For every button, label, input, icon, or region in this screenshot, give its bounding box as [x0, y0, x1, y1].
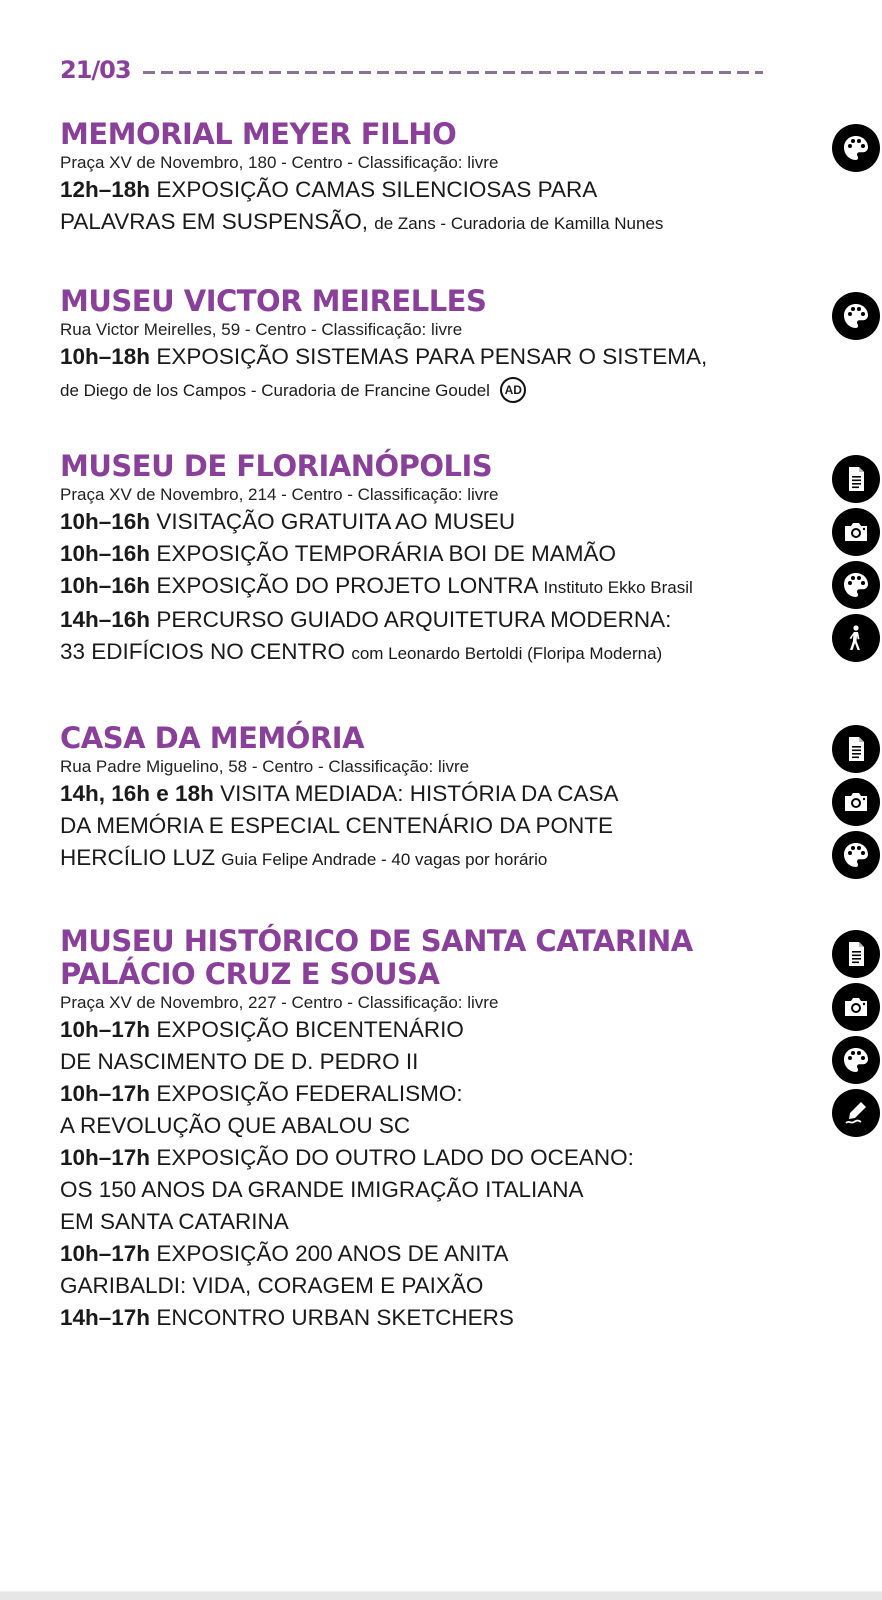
- venue-4-icons: [832, 930, 880, 1137]
- palette-icon: [832, 831, 880, 879]
- pencil-drawing-icon: [832, 1089, 880, 1137]
- event-title: PERCURSO GUIADO ARQUITETURA MODERNA:: [156, 607, 672, 632]
- event-item: [60, 174, 840, 240]
- walking-person-icon: [832, 614, 880, 662]
- event-item: [60, 570, 840, 604]
- event-title-cont: EM SANTA CATARINA: [60, 1209, 289, 1234]
- event-item: [60, 538, 840, 570]
- event-item: [60, 506, 840, 538]
- event-title-cont: A REVOLUÇÃO QUE ABALOU SC: [60, 1113, 411, 1138]
- palette-icon: [832, 561, 880, 609]
- event-detail: com Leonardo Bertoldi (Floripa Moderna): [351, 644, 663, 663]
- venue-address: Praça XV de Novembro, 214 - Centro - Classificação: livre: [60, 485, 499, 504]
- audio-description-badge: AD: [500, 377, 526, 403]
- venue-address: Praça XV de Novembro, 180 - Centro - Classificação: livre: [60, 153, 499, 172]
- event-detail: de Zans - Curadoria de Kamilla Nunes: [374, 214, 664, 233]
- event-item: [60, 1302, 840, 1334]
- palette-icon: [832, 124, 880, 172]
- venue-title: MUSEU HISTÓRICO DE SANTA CATARINA: [60, 924, 693, 958]
- dashed-divider: [143, 71, 763, 74]
- event-title-cont: 33 EDIFÍCIOS NO CENTRO: [60, 639, 346, 664]
- venue-museu-historico-santa-catarina: [60, 925, 840, 1334]
- event-time: 10h–17h: [60, 1017, 151, 1042]
- event-detail: Instituto Ekko Brasil: [543, 578, 693, 597]
- event-item: [60, 341, 840, 407]
- event-time: 12h–18h: [60, 177, 151, 202]
- palette-icon: [832, 1036, 880, 1084]
- date-label: 21/03: [60, 56, 131, 84]
- event-detail: de Diego de los Campos - Curadoria de Francine Goudel: [60, 381, 490, 400]
- camera-icon: [832, 983, 880, 1031]
- event-time: 10h–17h: [60, 1081, 151, 1106]
- event-title-cont: DA MEMÓRIA E ESPECIAL CENTENÁRIO DA PONTE: [60, 813, 614, 838]
- event-title: EXPOSIÇÃO SISTEMAS PARA PENSAR O SISTEMA,: [156, 344, 708, 369]
- venue-casa-da-memoria: [60, 722, 840, 876]
- event-item: [60, 1078, 840, 1142]
- venue-title: CASA DA MEMÓRIA: [60, 721, 365, 755]
- event-time: 10h–17h: [60, 1241, 151, 1266]
- event-time: 10h–16h: [60, 541, 151, 566]
- venue-address: Rua Padre Miguelino, 58 - Centro - Classificação: livre: [60, 757, 470, 776]
- event-item: [60, 1014, 840, 1078]
- event-time: 10h–17h: [60, 1145, 151, 1170]
- event-title: EXPOSIÇÃO FEDERALISMO:: [156, 1081, 463, 1106]
- event-title: EXPOSIÇÃO DO OUTRO LADO DO OCEANO:: [156, 1145, 634, 1170]
- palette-icon: [832, 292, 880, 340]
- venue-0-icons: [832, 124, 880, 172]
- event-time: 10h–16h: [60, 509, 151, 534]
- venue-3-icons: [832, 725, 880, 879]
- document-icon: [832, 455, 880, 503]
- event-item: [60, 604, 840, 670]
- event-title-cont: OS 150 ANOS DA GRANDE IMIGRAÇÃO ITALIANA: [60, 1177, 584, 1202]
- venue-museu-victor-meirelles: [60, 285, 840, 407]
- event-title-cont: PALAVRAS EM SUSPENSÃO,: [60, 209, 369, 234]
- event-detail: Guia Felipe Andrade - 40 vagas por horário: [221, 850, 548, 869]
- venue-title: MUSEU DE FLORIANÓPOLIS: [60, 449, 493, 483]
- event-item: [60, 1238, 840, 1302]
- date-header: [60, 56, 763, 84]
- bottom-edge-bar: [0, 1591, 882, 1600]
- event-title: EXPOSIÇÃO CAMAS SILENCIOSAS PARA: [156, 177, 598, 202]
- event-title: EXPOSIÇÃO TEMPORÁRIA BOI DE MAMÃO: [156, 541, 617, 566]
- camera-icon: [832, 778, 880, 826]
- venue-subtitle: PALÁCIO CRUZ E SOUSA: [60, 957, 440, 991]
- venue-title: MUSEU VICTOR MEIRELLES: [60, 284, 487, 318]
- venue-memorial-meyer-filho: [60, 118, 840, 240]
- document-icon: [832, 725, 880, 773]
- event-title: VISITA MEDIADA: HISTÓRIA DA CASA: [220, 781, 619, 806]
- event-time: 14h–16h: [60, 607, 151, 632]
- event-title: EXPOSIÇÃO DO PROJETO LONTRA: [156, 573, 538, 598]
- event-time: 10h–16h: [60, 573, 151, 598]
- event-item: [60, 778, 840, 876]
- event-title-cont: GARIBALDI: VIDA, CORAGEM E PAIXÃO: [60, 1273, 484, 1298]
- event-title-cont: HERCÍLIO LUZ: [60, 845, 216, 870]
- event-title: EXPOSIÇÃO BICENTENÁRIO: [156, 1017, 464, 1042]
- event-title-cont: DE NASCIMENTO DE D. PEDRO II: [60, 1049, 419, 1074]
- document-icon: [832, 930, 880, 978]
- event-time: 10h–18h: [60, 344, 151, 369]
- venue-1-icons: [832, 292, 880, 340]
- event-time: 14h–17h: [60, 1305, 151, 1330]
- venue-address: Praça XV de Novembro, 227 - Centro - Classificação: livre: [60, 993, 499, 1012]
- venue-2-icons: [832, 455, 880, 662]
- venue-address: Rua Victor Meirelles, 59 - Centro - Classificação: livre: [60, 320, 463, 339]
- venue-title: MEMORIAL MEYER FILHO: [60, 117, 457, 151]
- venue-museu-de-florianopolis: [60, 450, 840, 670]
- event-item: [60, 1142, 840, 1238]
- event-title: EXPOSIÇÃO 200 ANOS DE ANITA: [156, 1241, 509, 1266]
- event-title: VISITAÇÃO GRATUITA AO MUSEU: [156, 509, 516, 534]
- event-title: ENCONTRO URBAN SKETCHERS: [156, 1305, 514, 1330]
- camera-icon: [832, 508, 880, 556]
- event-time: 14h, 16h e 18h: [60, 781, 214, 806]
